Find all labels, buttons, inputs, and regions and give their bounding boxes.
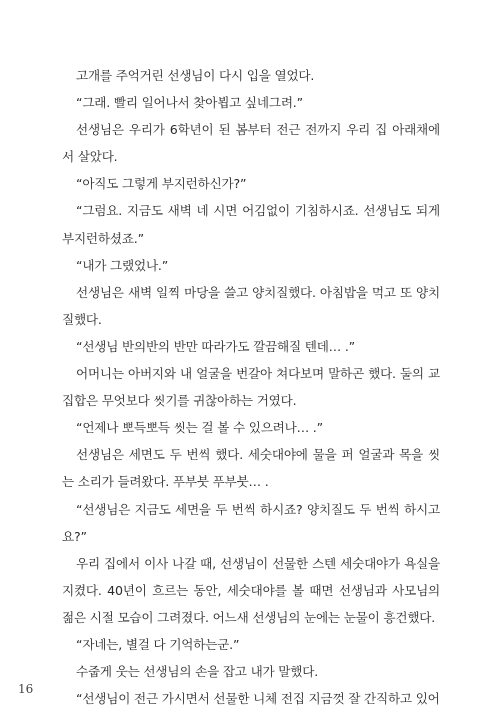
paragraph: 선생님은 우리가 6학년이 된 봄부터 전근 전까지 우리 집 아래채에서 살았다. (62, 122, 440, 165)
paragraph: “그래. 빨리 일어나서 찾아뵙고 싶네그려.” (76, 95, 303, 111)
paragraph: “그럼요. 지금도 새벽 네 시면 어김없이 기침하시죠. 선생님도 되게 부지런하셨죠.” (62, 203, 440, 246)
paragraph: “내가 그랬었나.” (76, 257, 169, 273)
paragraph: 우리 집에서 이사 나갈 때, 선생님이 선물한 스텐 세숫대야가 욕실을 지켰다. 40년이 흐르는 동안, 세숫대야를 볼 때면 선생님과 사모님의 젊은 시절 모습이 그려졌다. 어느새 선생님의 눈에는 눈물이 흥건했다. (62, 555, 440, 625)
paragraph: 수줍게 웃는 선생님의 손을 잡고 내가 말했다. (76, 664, 319, 680)
paragraph: “선생님은 지금도 세면을 두 번씩 하시죠? 양치질도 두 번씩 하시고요?” (62, 501, 440, 544)
paragraph: “아직도 그렇게 부지런하신가?” (76, 176, 247, 192)
paragraph: “선생님이 전근 가시면서 선물한 니체 전집 지금껏 잘 간직하고 있어 (76, 691, 440, 707)
paragraph: 어머니는 아버지와 내 얼굴을 번갈아 쳐다보며 말하곤 했다. 둘의 교집합은 무엇보다 씻기를 귀찮아하는 거였다. (62, 366, 440, 409)
paragraph: 고개를 주억거린 선생님이 다시 입을 열었다. (76, 68, 315, 83)
page-number: 16 (18, 682, 34, 696)
paragraph: 선생님은 새벽 일찍 마당을 쓸고 양치질했다. 아침밥을 먹고 또 양치질했다. (62, 284, 440, 327)
paragraph: 선생님은 세면도 두 번씩 했다. 세숫대야에 물을 퍼 얼굴과 목을 씻는 소리가 들려왔다. 푸부붓 푸부붓… . (62, 447, 440, 490)
body-text (62, 62, 440, 712)
paragraph: “선생님 반의반의 반만 따라가도 깔끔해질 텐데… .” (76, 338, 356, 354)
paragraph: “언제나 뽀득뽀득 씻는 걸 볼 수 있으려나… .” (76, 420, 323, 436)
paragraph: “자네는, 별걸 다 기억하는군.” (76, 636, 240, 652)
